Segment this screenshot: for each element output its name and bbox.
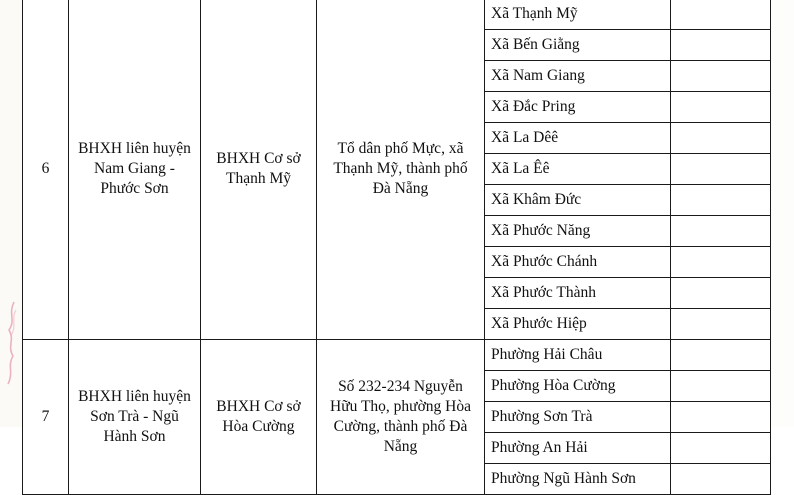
row-unit: BHXH liên huyện Nam Giang - Phước Sơn: [69, 0, 201, 340]
ward-cell: Phường Hòa Cường: [485, 371, 671, 402]
ward-cell: Xã Bến Giằng: [485, 30, 671, 61]
note-cell: [671, 30, 771, 61]
ward-cell: Xã Đắc Pring: [485, 92, 671, 123]
note-cell: [671, 464, 771, 495]
note-cell: [671, 371, 771, 402]
row-unit: BHXH liên huyện Sơn Trà - Ngũ Hành Sơn: [69, 340, 201, 495]
row-index: 6: [23, 0, 69, 340]
ward-cell: Phường Sơn Trà: [485, 402, 671, 433]
ward-cell: Xã Phước Chánh: [485, 247, 671, 278]
ward-cell: Xã Nam Giang: [485, 61, 671, 92]
ward-cell: Xã Phước Thành: [485, 278, 671, 309]
note-cell: [671, 216, 771, 247]
ward-cell: Xã Thạnh Mỹ: [485, 0, 671, 30]
ward-cell: Phường An Hải: [485, 433, 671, 464]
note-cell: [671, 433, 771, 464]
note-cell: [671, 402, 771, 433]
note-cell: [671, 247, 771, 278]
note-cell: [671, 92, 771, 123]
note-cell: [671, 0, 771, 30]
row-address: Tổ dân phố Mực, xã Thạnh Mỹ, thành phố Đà Nẵng: [317, 0, 485, 340]
note-cell: [671, 309, 771, 340]
page-left-margin: [0, 0, 22, 427]
ward-cell: Phường Ngũ Hành Sơn: [485, 464, 671, 495]
note-cell: [671, 185, 771, 216]
note-cell: [671, 154, 771, 185]
note-cell: [671, 61, 771, 92]
ward-cell: Xã Phước Năng: [485, 216, 671, 247]
ward-cell: Xã Khâm Đức: [485, 185, 671, 216]
ward-cell: Xã La Dêê: [485, 123, 671, 154]
ward-cell: Phường Hải Châu: [485, 340, 671, 371]
row-office: BHXH Cơ sở Hòa Cường: [201, 340, 317, 495]
note-cell: [671, 123, 771, 154]
note-cell: [671, 278, 771, 309]
table-row: [23, 0, 771, 30]
office-assignment-table: [22, 0, 771, 495]
row-index: 7: [23, 340, 69, 495]
table-row: [23, 340, 771, 371]
ward-cell: Xã La Êê: [485, 154, 671, 185]
row-office: BHXH Cơ sở Thạnh Mỹ: [201, 0, 317, 340]
row-address: Số 232-234 Nguyễn Hữu Thọ, phường Hòa Cường, thành phố Đà Nẵng: [317, 340, 485, 495]
ward-cell: Xã Phước Hiệp: [485, 309, 671, 340]
note-cell: [671, 340, 771, 371]
